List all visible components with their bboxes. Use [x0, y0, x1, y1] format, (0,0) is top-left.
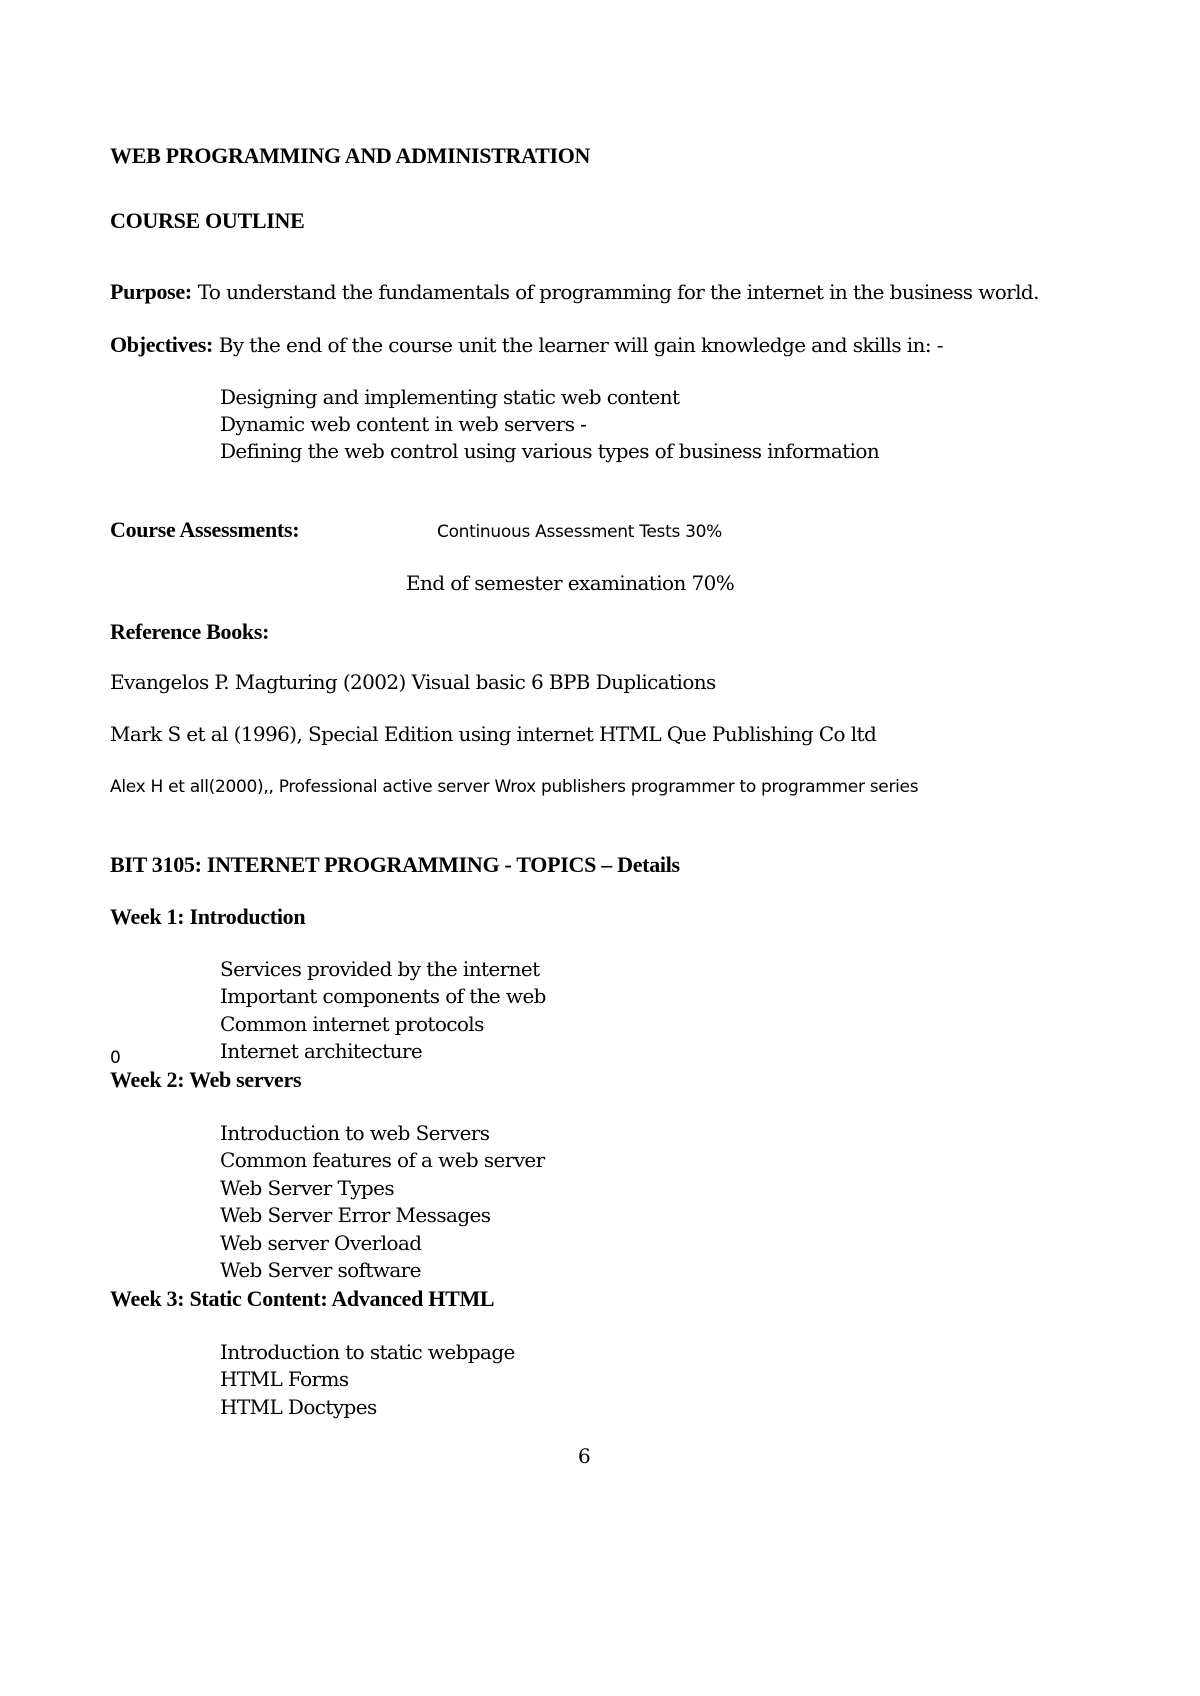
purpose-label: Purpose:	[110, 279, 192, 304]
references-heading: Reference Books:	[110, 619, 270, 644]
objectives-text: By the end of the course unit the learner will gain knowledge and skills in: -	[213, 333, 943, 357]
week-topic: Web Server Error Messages	[220, 1203, 491, 1227]
objectives-label: Objectives:	[110, 332, 213, 357]
objective-item: Defining the web control using various types of business information	[220, 439, 880, 463]
week-topic: Web Server Types	[220, 1176, 395, 1200]
document-subtitle: COURSE OUTLINE	[110, 208, 305, 233]
week-title: Week 1: Introduction	[110, 904, 306, 929]
week-topic: Internet architecture	[220, 1039, 423, 1063]
reference-book: Alex H et all(2000),, Professional active server Wrox publishers programmer to programmer series	[110, 777, 919, 797]
week-title: Week 2: Web servers	[110, 1067, 302, 1092]
objective-item: Dynamic web content in web servers -	[220, 412, 587, 436]
week-topic: Web Server software	[220, 1258, 421, 1282]
assessments-label: Course Assessments:	[110, 517, 300, 542]
week-topic: Services provided by the internet	[220, 957, 540, 981]
assessment-cat: Continuous Assessment Tests 30%	[437, 522, 723, 542]
week-topic: HTML Forms	[220, 1367, 349, 1391]
document-title: WEB PROGRAMMING AND ADMINISTRATION	[110, 143, 591, 168]
week-topic: HTML Doctypes	[220, 1395, 377, 1419]
week-topic: Introduction to static webpage	[220, 1340, 515, 1364]
topics-heading: BIT 3105: INTERNET PROGRAMMING - TOPICS – Details	[110, 852, 680, 877]
week-topic: Common features of a web server	[220, 1148, 545, 1172]
purpose-paragraph	[110, 279, 1039, 305]
objective-item: Designing and implementing static web content	[220, 385, 680, 409]
purpose-text: To understand the fundamentals of programming for the internet in the business world.	[191, 280, 1039, 304]
assessment-exam: End of semester examination 70%	[406, 571, 735, 595]
reference-book: Evangelos P. Magturing (2002) Visual basic 6 BPB Duplications	[110, 670, 716, 694]
stray-mark: 0	[110, 1048, 121, 1068]
objectives-paragraph	[110, 332, 943, 358]
week-title: Week 3: Static Content: Advanced HTML	[110, 1286, 495, 1311]
week-topic: Important components of the web	[220, 984, 546, 1008]
week-topic: Web server Overload	[220, 1231, 422, 1255]
week-topic: Common internet protocols	[220, 1012, 484, 1036]
reference-book: Mark S et al (1996), Special Edition using internet HTML Que Publishing Co ltd	[110, 722, 877, 746]
page-number: 6	[578, 1444, 591, 1468]
week-topic: Introduction to web Servers	[220, 1121, 490, 1145]
